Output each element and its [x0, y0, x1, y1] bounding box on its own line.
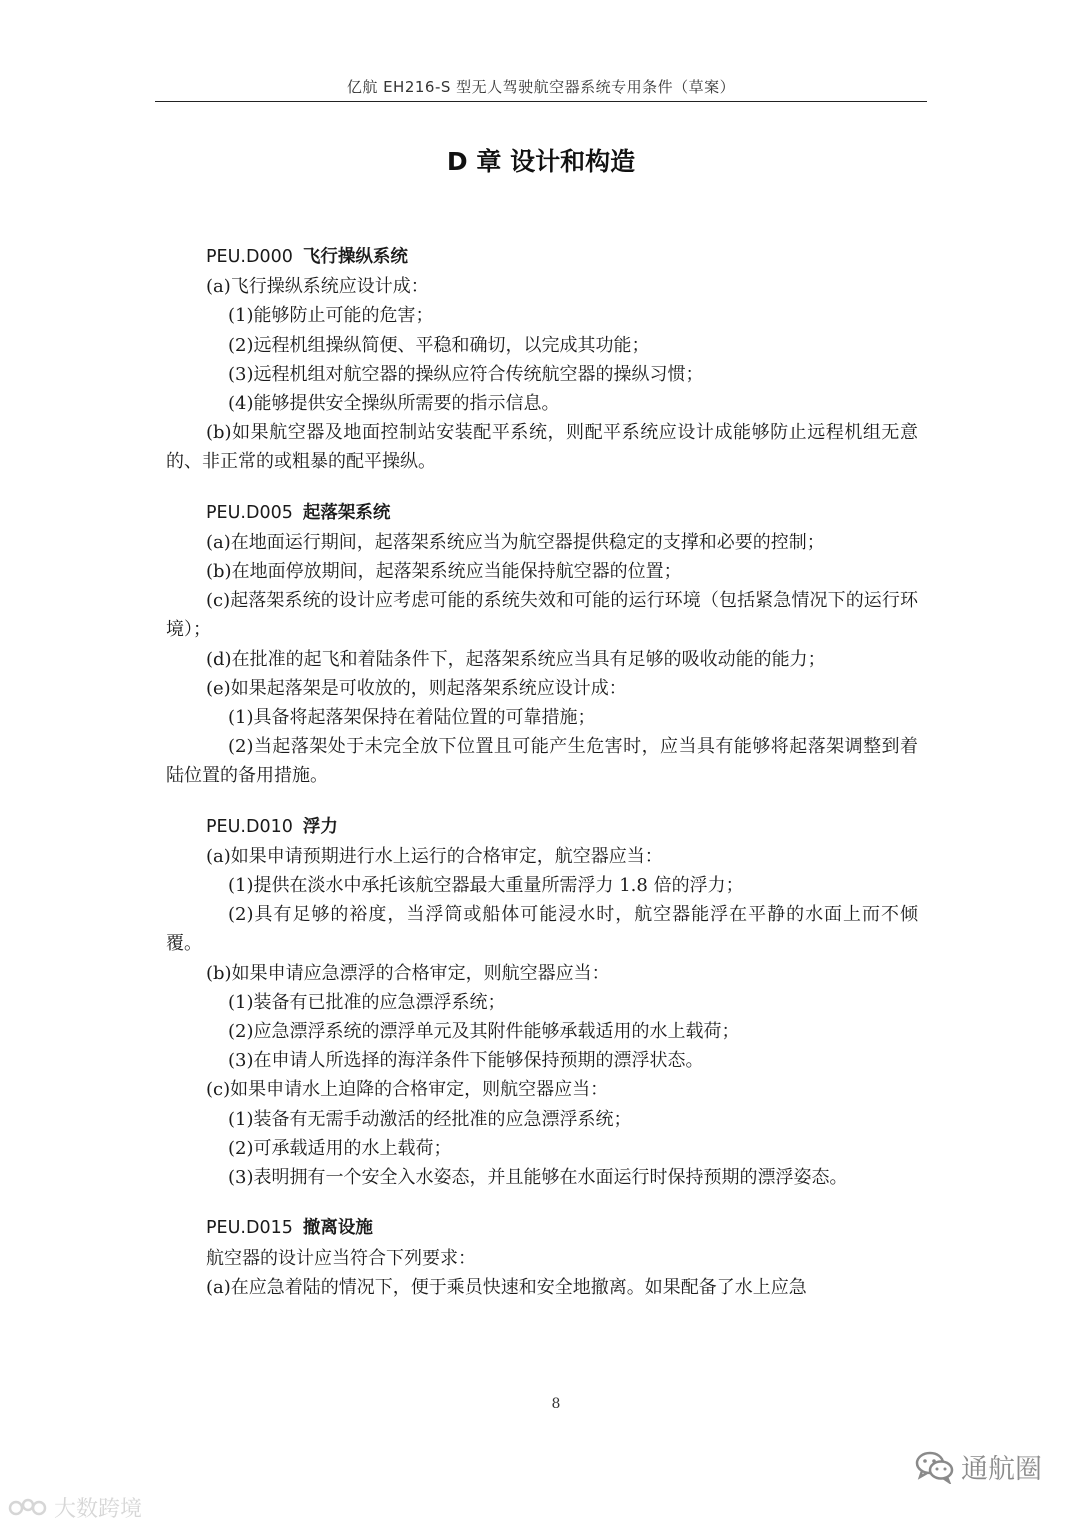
section-code: PEU.D015 — [206, 1218, 293, 1239]
section-peu-d005 — [166, 499, 918, 791]
section-peu-d015 — [166, 1214, 918, 1302]
sub-clause: (3)表明拥有一个安全入水姿态，并且能够在水面运行时保持预期的漂浮姿态。 — [228, 1167, 848, 1189]
clause: (c)如果申请水上迫降的合格审定，则航空器应当： — [206, 1079, 609, 1101]
wechat-icon — [915, 1450, 955, 1484]
sub-clause: (1)具备将起落架保持在着陆位置的可靠措施； — [228, 707, 596, 729]
section-heading — [166, 813, 918, 842]
clause: (a)在地面运行期间，起落架系统应当为航空器提供稳定的支撑和必要的控制； — [206, 531, 825, 553]
watermark-left-text: 大数跨境 — [54, 1497, 143, 1522]
clause: (b)如果申请应急漂浮的合格审定，则航空器应当： — [206, 962, 610, 984]
body-text — [166, 243, 918, 1324]
section-peu-d000 — [166, 243, 918, 477]
sub-clause: (2)具有足够的裕度，当浮筒或船体可能浸水时，航空器能浮在平静的水面上而不倾覆。 — [166, 904, 918, 955]
section-code: PEU.D005 — [206, 502, 293, 523]
section-heading — [166, 1214, 918, 1243]
clause: (a)如果申请预期进行水上运行的合格审定，航空器应当： — [206, 845, 663, 867]
section-title: 浮力 — [302, 816, 338, 837]
clause: 航空器的设计应当符合下列要求： — [206, 1247, 476, 1269]
sub-clause: (1)提供在淡水中承托该航空器最大重量所需浮力 1.8 倍的浮力； — [228, 875, 744, 897]
clause: (a)在应急着陆的情况下，便于乘员快速和安全地撤离。如果配备了水上应急 — [206, 1276, 807, 1298]
sub-clause: (3)在申请人所选择的海洋条件下能够保持预期的漂浮状态。 — [228, 1050, 704, 1072]
clause: (d)在批准的起飞和着陆条件下，起落架系统应当具有足够的吸收动能的能力； — [206, 648, 826, 670]
sub-clause: (2)可承载适用的水上载荷； — [228, 1137, 452, 1159]
sub-clause: (1)能够防止可能的危害； — [228, 305, 434, 327]
section-heading — [166, 243, 918, 272]
sub-clause: (1)装备有无需手动激活的经批准的应急漂浮系统； — [228, 1108, 632, 1130]
crowd-logo-icon — [8, 1497, 48, 1519]
sub-clause: (2)应急漂浮系统的漂浮单元及其附件能够承载适用的水上载荷； — [228, 1021, 740, 1043]
section-title: 撤离设施 — [302, 1218, 373, 1239]
sub-clause: (3)远程机组对航空器的操纵应符合传统航空器的操纵习惯； — [228, 363, 704, 385]
section-title: 起落架系统 — [302, 502, 391, 523]
sub-clause: (4)能够提供安全操纵所需要的指示信息。 — [228, 393, 560, 415]
clause: (b)如果航空器及地面控制站安装配平系统，则配平系统应设计成能够防止远程机组无意的、非正常的或粗暴的配平操纵。 — [166, 422, 918, 473]
running-header: 亿航 EH216-S 型无人驾驶航空器系统专用条件（草案） — [346, 78, 736, 96]
clause: (c)起落架系统的设计应考虑可能的系统失效和可能的运行环境（包括紧急情况下的运行环境）； — [166, 590, 918, 641]
section-title: 飞行操纵系统 — [302, 247, 408, 267]
watermark-right-text: 通航圈 — [961, 1454, 1042, 1485]
page-number: 8 — [551, 1396, 561, 1412]
clause: (a)飞行操纵系统应设计成： — [206, 276, 429, 298]
section-peu-d010 — [166, 813, 918, 1193]
clause: (b)在地面停放期间，起落架系统应当能保持航空器的位置； — [206, 561, 682, 583]
watermark-right — [915, 1447, 1042, 1486]
section-code: PEU.D010 — [206, 816, 293, 837]
header-rule — [155, 101, 927, 102]
section-heading — [166, 499, 918, 528]
sub-clause: (2)远程机组操纵简便、平稳和确切，以完成其功能； — [228, 334, 650, 356]
sub-clause: (2)当起落架处于未完全放下位置且可能产生危害时，应当具有能够将起落架调整到着陆位置的备用措施。 — [166, 736, 918, 787]
sub-clause: (1)装备有已批准的应急漂浮系统； — [228, 991, 506, 1013]
section-code: PEU.D000 — [206, 247, 293, 267]
watermark-left — [8, 1492, 142, 1523]
clause: (e)如果起落架是可收放的，则起落架系统应设计成： — [206, 677, 627, 699]
chapter-title: D 章 设计和构造 — [446, 147, 636, 176]
